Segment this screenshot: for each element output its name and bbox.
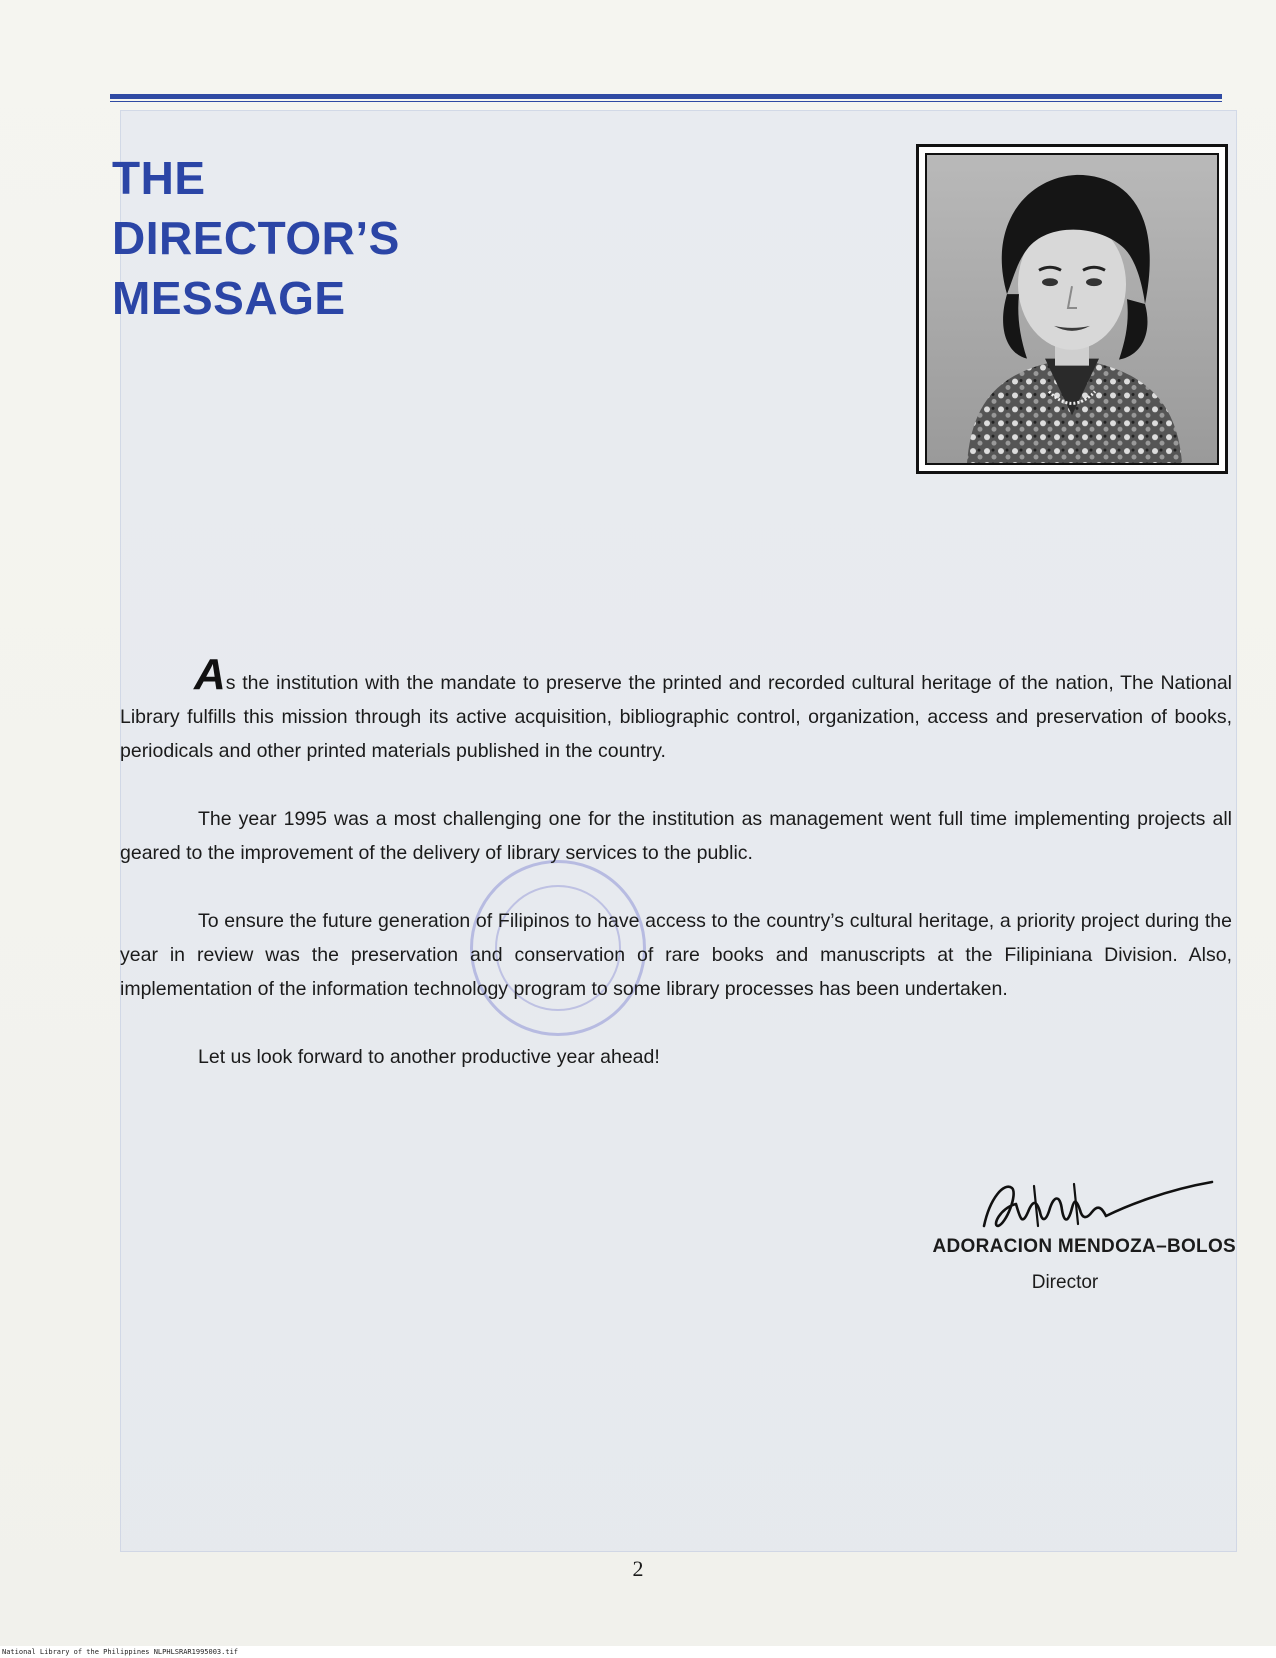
title-line-1: THE <box>112 152 206 204</box>
handwritten-signature <box>976 1168 1216 1240</box>
title-line-2: DIRECTOR’S <box>112 212 400 264</box>
title-line-3: MESSAGE <box>112 272 346 324</box>
page-title <box>112 148 400 328</box>
message-paragraph-4: Let us look forward to another productive year ahead! <box>198 1046 660 1068</box>
message-paragraph-1 <box>120 650 1232 768</box>
signatory-position: Director <box>1031 1272 1099 1293</box>
director-photo-frame <box>916 144 1228 474</box>
paragraph-1-text: s the institution with the mandate to preserve the printed and recorded cultural heritage of the nation, The National Library fulfills this mission through its active acquisition, bibliographic control, organization, access and preservation of books, periodicals and other printed materials published in the country. <box>120 672 1232 762</box>
top-rule <box>110 94 1222 99</box>
top-rule-thin <box>110 101 1222 102</box>
drop-cap: A <box>194 650 226 699</box>
message-paragraph-3: To ensure the future generation of Filipinos to have access to the country’s cultural heritage, a priority project during the year in review was the preservation and conservation of rare books and manuscripts at the Filipiniana Division. Also, implementation of the information technology program to some library processes has been undertaken. <box>120 910 1232 1000</box>
page-number: 2 <box>632 1556 644 1581</box>
director-photo <box>925 153 1219 465</box>
signatory-name: ADORACION MENDOZA–BOLOS <box>932 1236 1236 1257</box>
message-paragraph-2: The year 1995 was a most challenging one for the institution as management went full time implementing projects all geared to the improvement of the delivery of library services to the public. <box>120 808 1232 864</box>
portrait-image <box>927 155 1217 463</box>
message-body <box>120 650 1232 1108</box>
scan-footer-caption: National Library of the Philippines NLPHLSRAR1995003.tif <box>2 1648 239 1656</box>
